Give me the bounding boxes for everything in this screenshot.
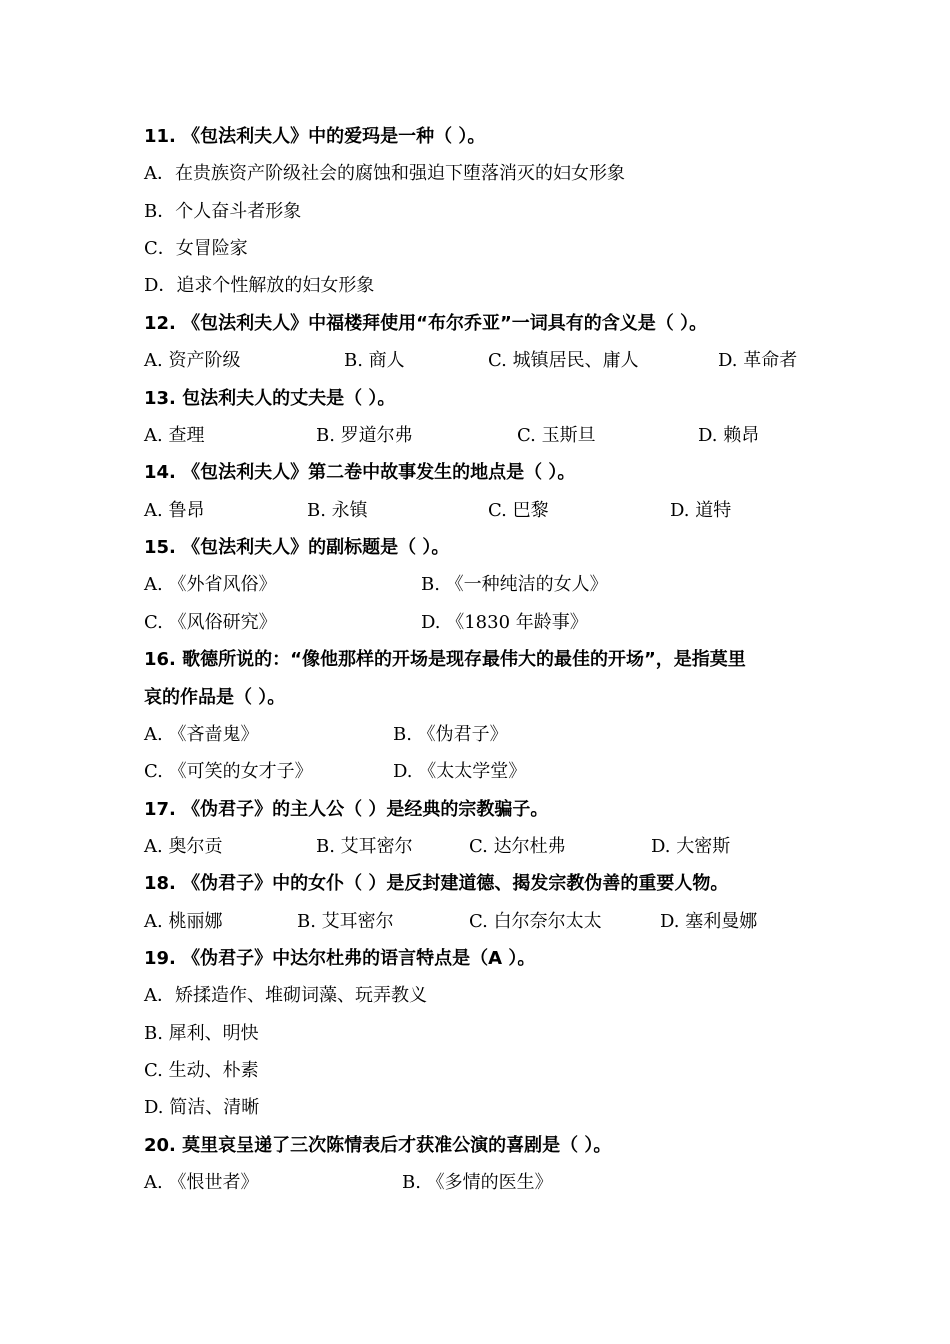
question-16-stem-line1: 16. 歌德所说的：“像他那样的开场是现存最伟大的最佳的开场”，是指莫里 xyxy=(144,649,746,670)
question-20-stem: 20. 莫里哀呈递了三次陈情表后才获准公演的喜剧是（ ）。 xyxy=(144,1135,612,1156)
question-17-option-c: C. 达尔杜弗 xyxy=(469,836,566,857)
question-13-stem: 13. 包法利夫人的丈夫是（ ）。 xyxy=(144,388,396,409)
question-12-option-a: A. 资产阶级 xyxy=(144,350,241,371)
question-14-option-a: A. 鲁昂 xyxy=(144,500,205,521)
question-20-options xyxy=(144,1168,910,1198)
question-16-options-row2 xyxy=(144,757,910,787)
question-15-options-row1 xyxy=(144,570,910,600)
question-12-stem: 12. 《包法利夫人》中福楼拜使用“布尔乔亚”一词具有的含义是（ ）。 xyxy=(144,313,708,334)
question-11-option-a: A．在贵族资产阶级社会的腐蚀和强迫下堕落消灭的妇女形象 xyxy=(144,163,625,184)
question-12-option-d: D. 革命者 xyxy=(718,350,798,371)
question-16-options-row1 xyxy=(144,720,910,750)
question-14-options xyxy=(144,496,910,526)
question-15-options-row2 xyxy=(144,608,910,638)
question-16-option-a: A. 《吝啬鬼》 xyxy=(144,724,259,745)
question-18-option-a: A. 桃丽娜 xyxy=(144,911,223,932)
question-18-option-c: C. 白尔奈尔太太 xyxy=(469,911,602,932)
question-11-option-d: D．追求个性解放的妇女形象 xyxy=(144,275,375,296)
question-18-option-b: B. 艾耳密尔 xyxy=(297,911,394,932)
question-11-stem: 11. 《包法利夫人》中的爱玛是一种（ ）。 xyxy=(144,126,486,147)
question-17-options xyxy=(144,832,910,862)
question-12-option-b: B. 商人 xyxy=(344,350,405,371)
question-14-option-d: D. 道特 xyxy=(670,500,732,521)
question-20-option-a: A. 《恨世者》 xyxy=(144,1172,259,1193)
question-19-option-b: B. 犀利、明快 xyxy=(144,1023,259,1044)
question-17-option-b: B. 艾耳密尔 xyxy=(316,836,413,857)
question-12-option-c: C. 城镇居民、庸人 xyxy=(488,350,639,371)
question-15-option-c: C. 《风俗研究》 xyxy=(144,612,277,633)
question-12-options xyxy=(144,346,910,376)
question-11-option-c: C．女冒险家 xyxy=(144,238,248,259)
question-16-option-c: C. 《可笑的女才子》 xyxy=(144,761,313,782)
question-19-stem: 19. 《伪君子》中达尔杜弗的语言特点是（A ）。 xyxy=(144,948,536,969)
question-19-option-d: D. 简洁、清晰 xyxy=(144,1097,260,1118)
question-13-option-c: C. 玉斯旦 xyxy=(517,425,596,446)
question-14-option-b: B. 永镇 xyxy=(307,500,368,521)
question-15-option-b: B. 《一种纯洁的女人》 xyxy=(421,574,608,595)
question-20-option-b: B. 《多情的医生》 xyxy=(402,1172,553,1193)
question-16-stem-line2: 哀的作品是（ ）。 xyxy=(144,687,286,708)
question-17-option-d: D. 大密斯 xyxy=(651,836,731,857)
question-19-option-c: C. 生动、朴素 xyxy=(144,1060,259,1081)
question-13-options xyxy=(144,421,910,451)
question-16-option-b: B. 《伪君子》 xyxy=(393,724,508,745)
question-17-option-a: A. 奥尔贡 xyxy=(144,836,223,857)
question-18-options xyxy=(144,907,910,937)
question-14-option-c: C. 巴黎 xyxy=(488,500,549,521)
question-11-option-b: B．个人奋斗者形象 xyxy=(144,201,302,222)
question-15-option-d: D. 《1830 年龄事》 xyxy=(421,612,588,633)
question-16-option-d: D. 《太太学堂》 xyxy=(393,761,527,782)
question-13-option-a: A. 查理 xyxy=(144,425,205,446)
question-19-option-a: A．矫揉造作、堆砌词藻、玩弄教义 xyxy=(144,985,427,1006)
question-13-option-d: D. 赖昂 xyxy=(698,425,760,446)
question-14-stem: 14. 《包法利夫人》第二卷中故事发生的地点是（ ）。 xyxy=(144,462,576,483)
question-15-option-a: A. 《外省风俗》 xyxy=(144,574,277,595)
question-15-stem: 15. 《包法利夫人》的副标题是（ ）。 xyxy=(144,537,450,558)
question-13-option-b: B. 罗道尔弗 xyxy=(316,425,413,446)
question-18-option-d: D. 塞利曼娜 xyxy=(660,911,758,932)
question-18-stem: 18. 《伪君子》中的女仆（ ）是反封建道德、揭发宗教伪善的重要人物。 xyxy=(144,873,729,894)
question-17-stem: 17. 《伪君子》的主人公（ ）是经典的宗教骗子。 xyxy=(144,799,549,820)
